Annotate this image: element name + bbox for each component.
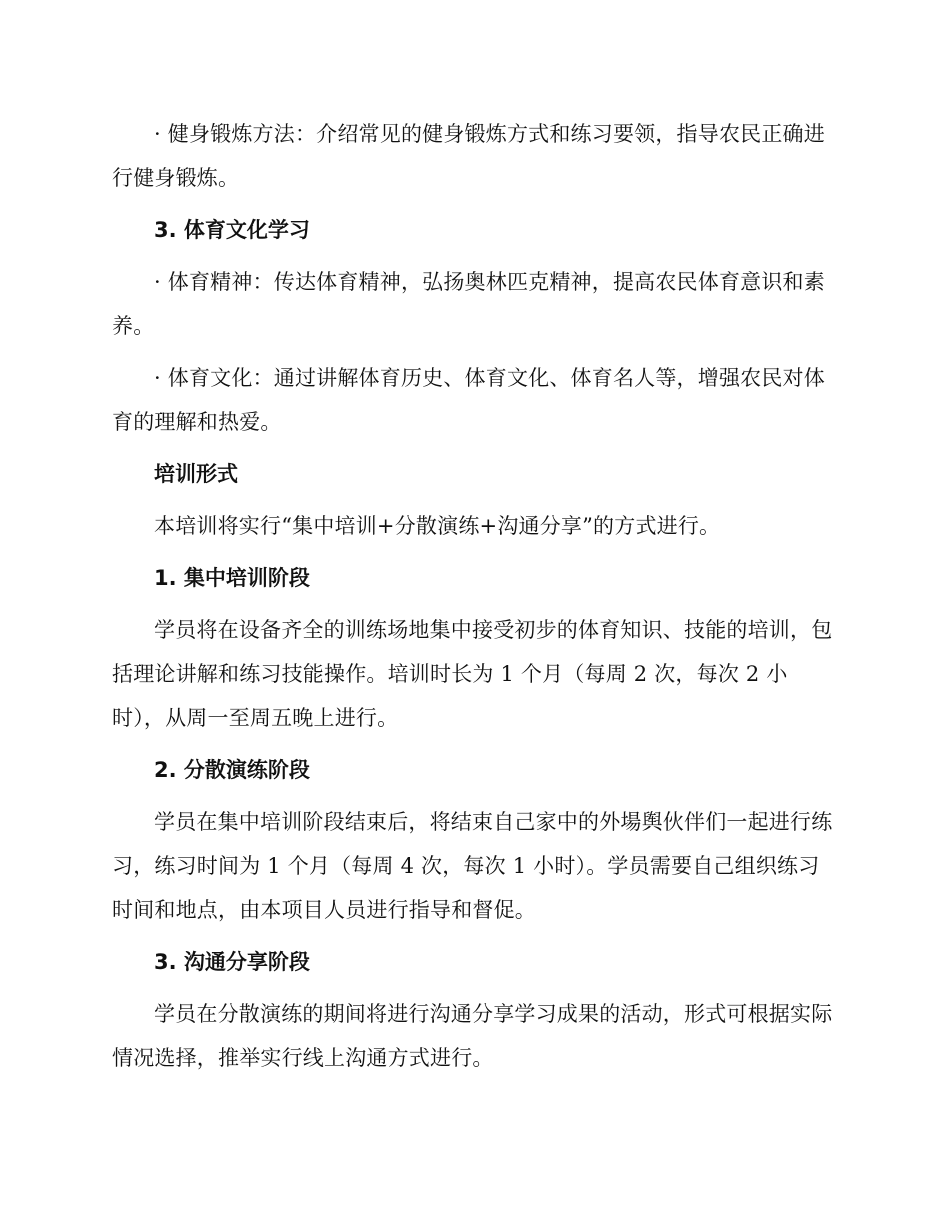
paragraph-distributed-practice: 学员在集中培训阶段结束后，将结束自己家中的外場舆伙伴们一起进行练习，练习时间为 1 个月（每周 4 次，每次 1 小时）。学员需要自己组织练习时间和地点，由本项目人员进行指导和督促。 [112,810,833,922]
heading-distributed-practice: 2. 分散演练阶段 [154,758,310,782]
paragraph-sports-culture: · 体育文化：通过讲解体育历史、体育文化、体育名人等，增强农民对体育的理解和热爱。 [112,366,825,434]
heading-sports-culture: 3. 体育文化学习 [154,218,310,242]
heading-sharing-stage: 3. 沟通分享阶段 [154,950,310,974]
paragraph-sports-spirit: · 体育精神：传达体育精神，弘扬奥林匹克精神，提高农民体育意识和素养。 [112,270,825,338]
heading-training-format: 培训形式 [154,462,238,486]
paragraph-centralized-training: 学员将在设备齐全的训练场地集中接受初步的体育知识、技能的培训，包括理论讲解和练习技能操作。培训时长为 1 个月（每周 2 次，每次 2 小时），从周一至周五晚上进行。 [112,618,833,730]
heading-centralized-training: 1. 集中培训阶段 [154,566,310,590]
paragraph-training-intro: 本培训将实行“集中培训+分散演练+沟通分享”的方式进行。 [154,514,721,538]
paragraph-fitness-methods: · 健身锻炼方法：介绍常见的健身锻炼方式和练习要领，指导农民正确进行健身锻炼。 [112,122,825,190]
paragraph-sharing-stage: 学员在分散演练的期间将进行沟通分享学习成果的活动，形式可根据实际情况选择，推举实行线上沟通方式进行。 [112,1002,833,1070]
